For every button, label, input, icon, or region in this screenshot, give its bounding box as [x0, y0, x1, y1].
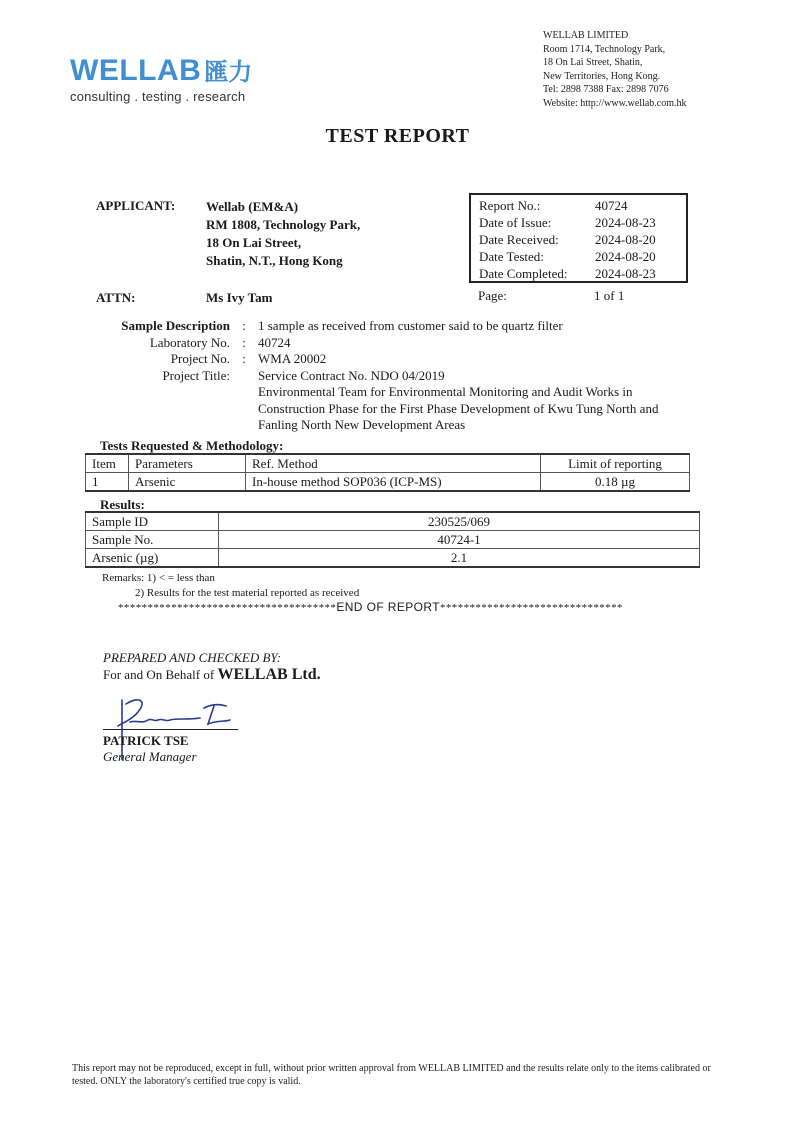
- date-tested-row: [479, 248, 686, 265]
- project-contract: Service Contract No. NDO 04/2019: [258, 367, 445, 383]
- company-address: [543, 29, 687, 110]
- table-cell: In-house method SOP036 (ICP-MS): [246, 473, 541, 492]
- table-header-row: [86, 454, 690, 473]
- applicant-label: APPLICANT:: [96, 198, 176, 213]
- report-info-box: [469, 193, 688, 283]
- company-address-line: Room 1714, Technology Park,: [543, 43, 666, 55]
- company-phone-fax: Tel: 2898 7388 Fax: 2898 7076: [543, 84, 669, 95]
- field-separator: :: [242, 318, 246, 333]
- info-key: Date Received:: [479, 232, 559, 247]
- sample-description-block: [100, 318, 678, 434]
- signer-title: General Manager: [103, 749, 197, 764]
- table-row: [86, 549, 700, 568]
- info-value: 40724: [595, 198, 628, 213]
- project-title-row: [100, 368, 678, 434]
- result-label: Arsenic (µg): [86, 549, 219, 568]
- star-divider: *************************************: [118, 602, 337, 614]
- tests-table: [85, 453, 690, 492]
- date-of-issue-row: [479, 214, 686, 231]
- field-label: Project No.: [170, 351, 230, 366]
- laboratory-no-row: [100, 335, 678, 352]
- behalf-company: WELLAB Ltd.: [217, 666, 321, 683]
- remarks: [102, 571, 359, 601]
- table-row: [86, 473, 690, 492]
- attn-label: ATTN:: [96, 290, 136, 305]
- logo-wordmark: WELLAB: [70, 54, 202, 87]
- info-key: Date of Issue:: [479, 215, 552, 230]
- applicant-address: [206, 198, 360, 270]
- table-row: [86, 512, 700, 531]
- company-website: Website: http://www.wellab.com.hk: [543, 97, 687, 109]
- remark-line: Remarks: 1) < = less than: [102, 572, 215, 584]
- applicant-address-line: Shatin, N.T., Hong Kong: [206, 253, 343, 268]
- result-value: 40724-1: [219, 531, 700, 549]
- field-label: Project Title:: [162, 367, 230, 383]
- project-title-text: Environmental Team for Environmental Monitoring and Audit Works in Construction Phase for the First Phase Development of Kwu Tung North and Fanling North New Development Areas: [258, 384, 659, 432]
- info-value: 2024-08-23: [595, 266, 656, 281]
- signature-line: [103, 729, 238, 730]
- page-number-row: [478, 288, 624, 304]
- date-received-row: [479, 231, 686, 248]
- company-name: WELLAB LIMITED: [543, 30, 629, 41]
- report-no-row: [479, 197, 686, 214]
- end-of-report-marker: [118, 600, 623, 614]
- result-value: 230525/069: [219, 512, 700, 531]
- field-separator: :: [242, 334, 246, 350]
- tests-heading: Tests Requested & Methodology:: [100, 438, 284, 453]
- prepared-by-label: PREPARED AND CHECKED BY:: [103, 650, 282, 665]
- star-divider: *******************************: [439, 602, 623, 614]
- field-separator: :: [242, 351, 246, 366]
- field-value: [258, 368, 678, 434]
- field-value: WMA 20002: [258, 351, 327, 366]
- applicant-name: Wellab (EM&A): [206, 199, 299, 214]
- end-of-report-text: END OF REPORT: [336, 600, 440, 614]
- signer-name: PATRICK TSE: [103, 733, 189, 748]
- company-address-line: New Territories, Hong Kong.: [543, 70, 661, 82]
- field-label: Sample Description: [121, 318, 230, 333]
- report-title: TEST REPORT: [325, 125, 470, 147]
- table-header-cell: Parameters: [129, 454, 246, 473]
- field-value: 1 sample as received from customer said to be quartz filter: [258, 318, 563, 333]
- sample-description-row: [100, 318, 678, 335]
- applicant-address-line: RM 1808, Technology Park,: [206, 217, 361, 232]
- page-label: Page:: [478, 288, 507, 303]
- applicant-address-line: 18 On Lai Street,: [206, 235, 302, 250]
- info-key: Date Completed:: [479, 266, 568, 281]
- results-table: [85, 511, 700, 568]
- table-header-cell: Ref. Method: [246, 454, 541, 473]
- info-value: 2024-08-20: [595, 249, 656, 264]
- table-cell: Arsenic: [129, 473, 246, 492]
- field-label: Laboratory No.: [149, 334, 230, 350]
- page-value: 1 of 1: [594, 288, 625, 303]
- attn-value: Ms Ivy Tam: [206, 290, 273, 305]
- on-behalf-of: [103, 666, 321, 684]
- info-key: Date Tested:: [479, 249, 544, 264]
- company-address-line: 18 On Lai Street, Shatin,: [543, 57, 643, 68]
- logo-tagline: consulting . testing . research: [70, 89, 246, 104]
- behalf-prefix: For and On Behalf of: [103, 667, 218, 682]
- results-heading: Results:: [100, 497, 145, 512]
- footer-disclaimer: This report may not be reproduced, except in full, without prior written approval from WELLAB LIMITED and the results relate only to the items calibrated or tested. ONLY the laboratory's certified true copy is valid.: [72, 1063, 711, 1087]
- date-completed-row: [479, 265, 686, 282]
- result-label: Sample No.: [86, 531, 219, 549]
- info-value: 2024-08-20: [595, 232, 656, 247]
- remark-line: 2) Results for the test material reported as received: [135, 587, 360, 599]
- field-separator: [230, 368, 258, 434]
- table-cell: 0.18 µg: [541, 473, 690, 492]
- field-value: 40724: [258, 334, 291, 350]
- table-header-cell: Item: [86, 454, 129, 473]
- info-key: Report No.:: [479, 198, 541, 213]
- company-logo: [70, 52, 252, 104]
- logo-chinese-name: 匯力: [204, 58, 253, 86]
- info-value: 2024-08-23: [595, 215, 656, 230]
- table-row: [86, 531, 700, 549]
- table-cell: 1: [86, 473, 129, 492]
- result-label: Sample ID: [86, 512, 219, 531]
- table-header-cell: Limit of reporting: [541, 454, 690, 473]
- project-no-row: [100, 351, 678, 368]
- result-value: 2.1: [219, 549, 700, 568]
